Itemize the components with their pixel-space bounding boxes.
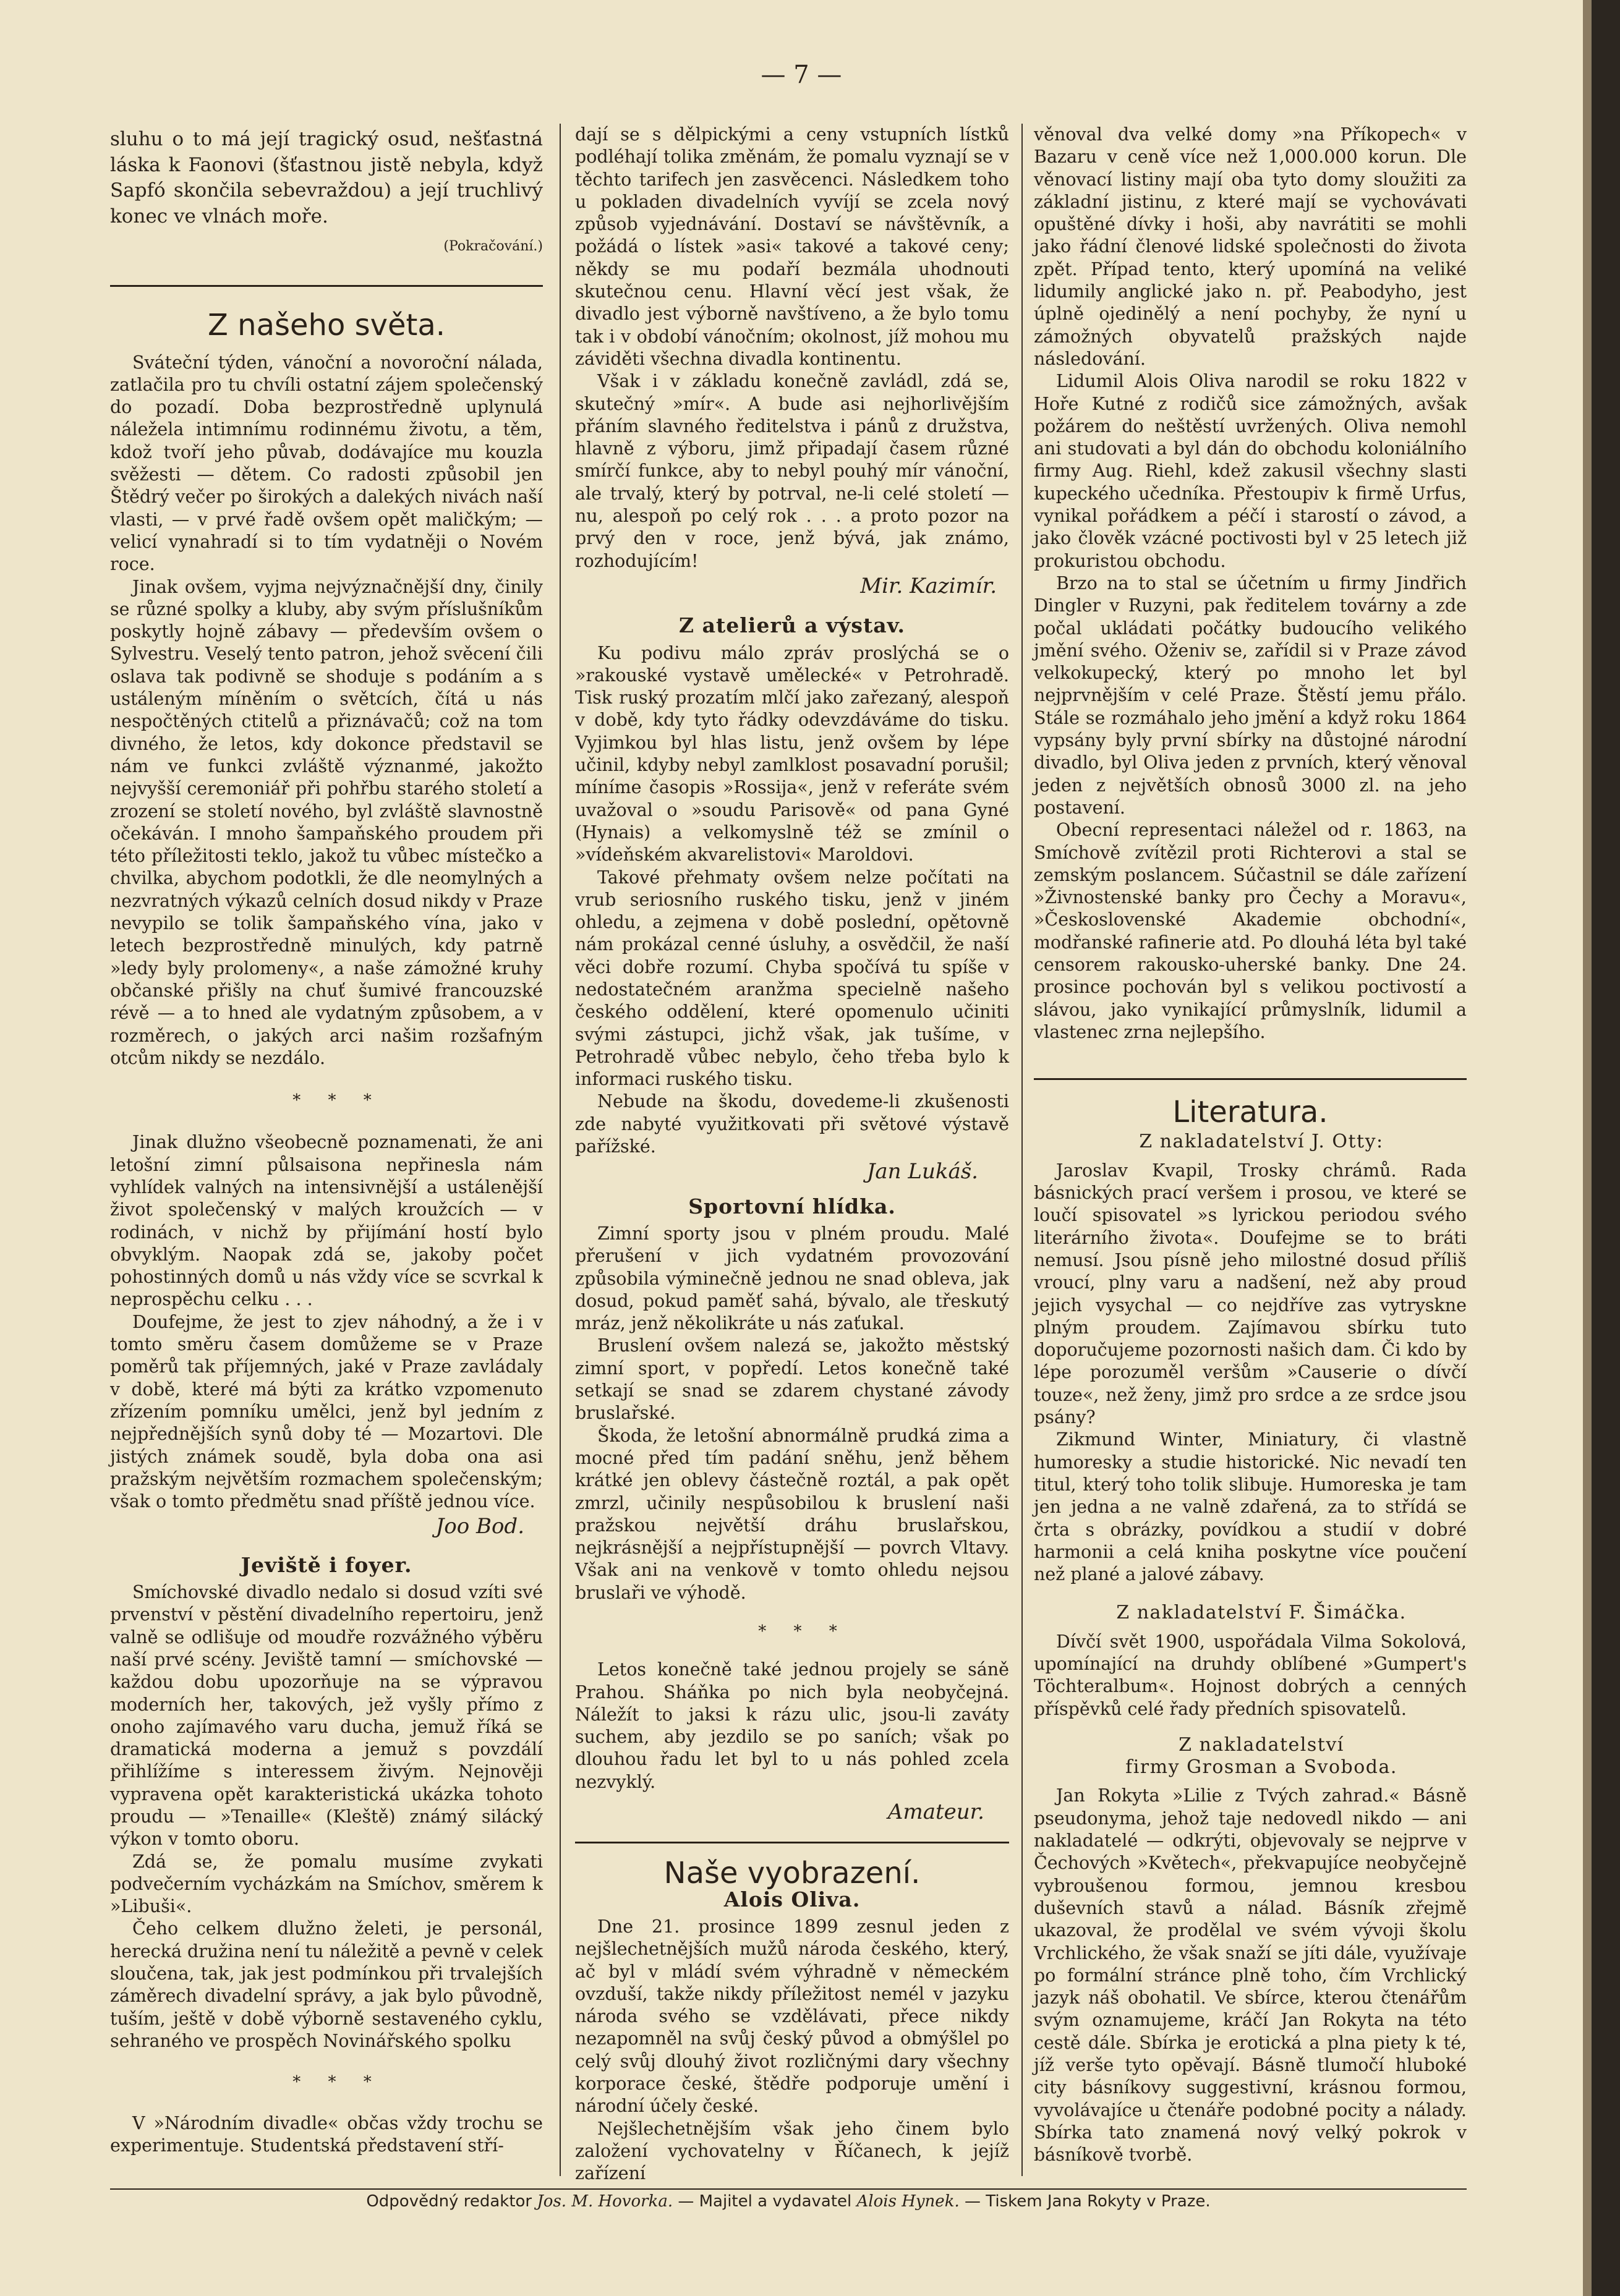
footer-rule	[110, 2188, 1467, 2190]
paragraph: Jan Rokyta »Lilie z Tvých zahrad.« Básně pseudonyma, jehož taje nedovedl nikdo — ani nakladatelé — odkrýti, objevovaly se nejprve v Čechových »Květech«, překvapujíce neobyčejně vybroušenou formou, jemnou kresbou duševních stavů a nálad. Básník zřejmě ukazoval, že prodělal ve svém vývoji školu Vrchlického, že však snaží se jíti dále, využívaje po formální stránce plně toho, čím Vrchlický jazyk náš obohatil. Ve sbírce, kterou čtenářům svým oznamujeme, kráčí Jan Rokyta na této cestě dále. Sbírka je erotická a plna piety k té, jíž verše tyto opěvají. Básně tlumočí hluboké city básníkovy suggestivní, krásnou formou, vyvolávajíce u čtenáře podobné pocity a nálady. Sbírka tato znamená nový velký pokrok v básníkově tvorbě.	[1034, 1785, 1467, 2166]
paragraph: Obecní representaci náležel od r. 1863, na Smíchově zvítězil proti Richterovi a stal se zemským poslancem. Súčastnil se dále zařízení »Živnostenské banky pro Čechy a Moravu«, »Československé Akademie obchodní«, modřanské rafinerie atd. Po dlouhá léta byl také censorem rakousko-uherské banky. Dne 24. prosince pochován byl s velikou poctivostí a slávou, jako vynikající průmyslník, lidumil a vlastenec zrna nejlepšího.	[1034, 820, 1467, 1042]
author-signature: Joo Bod.	[435, 1514, 524, 1539]
asterism: * * *	[292, 1091, 383, 1110]
column-divider-1	[560, 124, 561, 2176]
paragraph: Jinak dlužno všeobecně poznamenati, že ani letošní zimní půlsaisona nepřinesla nám vyhlídek valných na intensivnější a ustálenější život společenský v malých kroužcích — v rodinách, v nichž by přijímání hostí bylo obvyklým. Naopak zdá se, jakoby počet pohostinných domů u nás vždy více se scvrkal k neprospěchu celku . . .	[110, 1132, 543, 1310]
section-body-sportovni-hlidka	[575, 1223, 1009, 1604]
paragraph: Jinak ovšem, vyjma nejvýznačnější dny, činily se různé spolky a kluby, aby svým příslušníkům poskytly hojně zábavy — především ovšem o Sylvestru. Veselý tento patron, jehož svěcení čili oslava tak podivně se shoduje s podáním a s ustáleným míněním o světcích, čítá u nás nespočtěných ctitelů a přiznávačů; což na tom divného, že letos, kdy dokonce představil se nám ve funkci zvláště význanmé, jakožto nejvyšší ceremoniář při pohřbu starého století a zrození se století nového, byl zvláště slavnostně očekáván. I mnoho šampaňského proudem při této příležitosti teklo, jakož tu vůbec místečko a chvilka, abychom podotkli, že dle neomylných a nezvratných výkazů celních dosud nikdy v Praze nevypilo se tolik šampaňského vína, jako v letech bezprostředně minulých, kdy patrně »ledy byly prolomeny«, a naše zámožné kruhy občanské přišly na chuť šumivé francouzské révě — a to hned ale vydatným způsobem, a v rozměrech, o jakých arci našim rozšafným otcům nikdy se nezdálo.	[110, 576, 543, 1068]
paragraph: Však i v základu konečně zavládl, zdá se, skutečný »mír«. A bude asi nejhorlivějším přáním slavného ředitelstva i pánů z družstva, hlavně z výboru, jimž připadají časem různé smírčí funkce, aby to nebyl pouhý mír vánoční, ale trvalý, který by potrval, ne-li celé století — nu, alespoň po celý rok . . . a proto pozor na prvý den v roce, jenž bývá, jak známo, rozhodujícím!	[575, 371, 1009, 571]
paragraph: Sváteční týden, vánoční a novoroční nálada, zatlačila pro tu chvíli ostatní zájem společenský do pozadí. Doba bezprostředně uplynulá náležela intimnímu rodinnému životu, a těm, kdož tvoří jeho půvab, dodávajíce mu kouzla svěžesti — dětem. Co radosti způsobil jen Štědrý večer po širokých a dalekých nivách naší vlasti, — v prvé řadě ovšem opět maličkým; — velicí vynahradí si to tím vydatněji o Novém roce.	[110, 352, 543, 575]
column-divider-2	[1021, 124, 1023, 2176]
section-body-z-naseho-sveta-b	[110, 1131, 543, 1513]
publisher-heading-grosman-line2: firmy Grosman a Svoboda.	[1125, 1756, 1397, 1779]
section-subtitle-alois-oliva: Alois Oliva.	[723, 1887, 861, 1911]
paragraph: Ku podivu málo zpráv proslýchá se o »rakouské vystavě umělecké« v Petrohradě. Tisk ruský prozatím mlčí jako zařezaný, alespoň v době, kdy tyto řádky odevzdáváme do tisku. Vyjimkou byl hlas listu, jenž ovšem by lépe učinil, kdyby nebyl zamlklost posavadní porušil; míníme časopis »Rossija«, jenž v referáte svém uvažoval o »soudu Parisově« od pana Gyné (Hynais) a velkomyslně též se zmínil o »vídeňském akvarelistovi« Maroldovi.	[575, 642, 1009, 865]
section-title-literatura: Literatura.	[1172, 1095, 1328, 1130]
paragraph: Dívčí svět 1900, uspořádala Vilma Sokolová, upomínající na druhdy oblíbené »Gumpert's Töchteralbum«. Hojnost dobrých a cenných příspěvků celé řady předních spisovatelů.	[1034, 1631, 1467, 1719]
section-body-z-atelieru-a-vystav	[575, 642, 1009, 1159]
section-title-z-naseho-sveta: Z našeho světa.	[208, 308, 445, 343]
section-title-nase-vyobrazeni: Naše vyobrazení.	[663, 1856, 921, 1891]
paragraph: Nejšlechetnějším však jeho činem bylo založení vychovatelny v Říčanech, k jejíž zařízení	[575, 2118, 1009, 2184]
publisher-heading-simacek: Z nakladatelství F. Šimáčka.	[1116, 1602, 1407, 1624]
paragraph: Bruslení ovšem nalezá se, jakožto městský zimní sport, v popředí. Letos konečně také setkají se snad se zdarem chystané závody bruslařské.	[575, 1335, 1009, 1424]
paragraph: Nebude na škodu, dovedeme-li zkušenosti zde nabyté využitkovati při světové výstavě pařížské.	[575, 1091, 1009, 1157]
paragraph: Letos konečně také jednou projely se sáně Prahou. Sháňka po nich byla neobyčejná. Náležít to jaksi k rázu ulic, jsou-li zaváty suchem, aby jezdilo se po saních; však po dlouhou řadu let byl to u nás pohled zcela nezvyklý.	[575, 1659, 1009, 1792]
section-rule	[1034, 1078, 1467, 1080]
section-body-nase-vyobrazeni	[575, 1916, 1009, 2185]
paragraph: dají se s dělpickými a ceny vstupních lístků podléhají tolika změnám, že pomalu vyznají se v těchto tarifech jen zasvěcenci. Následkem toho u pokladen divadelních vyvíjí se zcela nový způsob vyjednávání. Dostaví se návštěvník, a požádá o lístek »asi« takové a takové ceny; někdy se mu podaří bezmála uhodnouti skutečnou cenu. Hlavní věcí jest však, že divadlo jest výborně navštíveno, a že bylo tomu tak i v období vánočním; okolnost, jíž mohou mu záviděti všechna divadla kontinentu.	[575, 124, 1009, 369]
paragraph: Jaroslav Kvapil, Trosky chrámů. Rada básnických prací veršem i prosou, ve které se loučí spisovatel »s lyrickou periodou svého literárního života«. Doufejme se to bráti nemusí. Jsou písně jeho milostné dosud příliš vroucí, plny varu a nadšení, než aby proud jejich vysychal — co nejdříve zas vytryskne plným proudem. Zajímavou sbírku tuto doporučujeme pozornosti našich dam. Či kdo by lépe porozuměl veršům »Causerie o dívčí touze«, než ženy, jimž pro srdce a ze srdce jsou psány?	[1034, 1160, 1467, 1428]
section-body-jeviste-i-foyer	[110, 1581, 543, 2052]
author-signature: Jan Lukáš.	[866, 1159, 978, 1184]
paragraph: Brzo na to stal se účetním u firmy Jindřich Dingler v Ruzyni, pak ředitelem továrny a zde počal ukládati počátky budoucího velikého jmění svého. Oženiv se, zařídil si v Praze závod velkokupecký, který po mnoho let byl nejprvnějším v celé Praze. Štěstí jemu přálo. Stále se rozmáhalo jeho jmění a když roku 1864 vypsány byly první sbírky na důstojné národní divadlo, byl Oliva jeden z prvních, který věnoval jeden z největších obnosů 3000 zl. na jeho postavení.	[1034, 572, 1467, 818]
column-2	[575, 124, 1009, 2185]
section-title-sportovni-hlidka: Sportovní hlídka.	[688, 1194, 896, 1218]
section-rule	[575, 1842, 1009, 1843]
paragraph: V »Národním divadle« občas vždy trochu se experimentuje. Studentská představení stří-	[110, 2112, 543, 2156]
paragraph: Takové přehmaty ovšem nelze počítati na vrub seriosního ruského tisku, jenž v jiném ohledu, a zejmena v době poslední, opětovně nám prokázal cenné úsluhy, a osvědčil, že naší věci dobře rozumí. Chyba spočívá tu spíše v nedostatečném aranžma specielně našeho českého oddělení, které opomenulo učiniti svými zástupci, jichž však, jak tušíme, v Petrohradě vůbec nebylo, čeho třeba bylo k informaci ruského tisku.	[575, 867, 1009, 1090]
section-title-jeviste-i-foyer: Jeviště i foyer.	[241, 1552, 412, 1577]
paragraph: věnoval dva velké domy »na Příkopech« v Bazaru v ceně více než 1,000.000 korun. Dle věnovací listiny mají oba tyto domy sloužiti za základní jistinu, z které mají se vychovávati opuštěné dívky i hoši, aby navrátiti se mohli jako řádní členové lidské společnosti do života zpět. Případ tento, který upomíná na veliké lidumily anglické jako n. př. Peabodyho, jest úplně ojedinělý a není pochyby, že nyní u zámožných obyvatelů pražských najde následování.	[1034, 124, 1467, 369]
footer-publisher: Alois Hynek.	[856, 2192, 960, 2211]
paragraph: Doufejme, že jest to zjev náhodný, a že i v tomto směru časem domůžeme se v Praze poměrů tak příjemných, jaké v Praze zavládaly v době, které má býti za krátko vzpomenuto zřízením pomníku umělci, jenž byl jedním z nejpřednějších synů doby té — Mozartovi. Dle jistých známek soudě, byla doba ona asi pražským největším rozmachem společenským; však o tomto předmětu snad příště jednou více.	[110, 1311, 543, 1512]
paragraph: Zdá se, že pomalu musíme zvykati podvečerním vycházkám na Smíchov, směrem k »Libuši«.	[110, 1851, 543, 1917]
paragraph: Čeho celkem dlužno želeti, je personál, herecká družina není tu náležitě a pevně v celek sloučena, tak, jak jest podmínkou při trvalejších záměrech divadelní správy, a jak bylo původně, tuším, ještě v době výborně sestaveného cyklu, sehraného ve prospěch Novinářského spolku	[110, 1918, 543, 2051]
asterism: * * *	[292, 2073, 383, 2092]
paragraph: Lidumil Alois Oliva narodil se roku 1822 v Hoře Kutné z rodičů sice zámožných, avšak požárem do neštěstí uvržených. Oliva nemohl ani studovati a byl dán do obchodu koloniálního firmy Aug. Riehl, kdež zakusil všechny slasti kupeckého učedníka. Přestoupiv k firmě Urfus, vynikal pořádkem a péčí i starostí o závod, a jako člověk vzácné poctivosti byl v 25 letech již prokuristou obchodu.	[1034, 371, 1467, 571]
paragraph: Dne 21. prosince 1899 zesnul jeden z nejšlechetnějších mužů národa českého, který, ač byl v mládí svém výhradně v německém ovzduší, takže nikdy příležitost nemél v jazyku národa svého se vzdělávati, přece nikdy nezapomněl na svůj český původ a obmýšlel po celý svůj dlouhý život rozličnými dary všechny korporace české, štědře podporuje umění i národní účely české.	[575, 1916, 1009, 2117]
publisher-heading-grosman-line1: Z nakladatelství	[1179, 1733, 1344, 1756]
section-rule	[110, 285, 543, 287]
paragraph: Zikmund Winter, Miniatury, či vlastně humoresky a studie historické. Nic nevadí ten titul, který toho tolik slibuje. Humoreska je tam jen jedna a ne valně zdařená, za to střídá se črta s obrázky, povídkou a studií v dobré harmonii a celá kniha poskytne více poučení než plané a jalové zábavy.	[1034, 1429, 1467, 1585]
page-edge-shadow	[1583, 0, 1592, 2296]
intro-text: sluhu o to má její tragický osud, nešťastná láska k Faonovi (šťastnou jistě nebyla, když Sapfó skončila sebevraždou) a její truchlivý konec ve vlnách moře.	[110, 128, 543, 227]
section-body-z-naseho-sveta	[110, 352, 543, 1070]
footer-editor: Jos. M. Hovorka.	[537, 2192, 673, 2211]
column-3	[1034, 124, 1467, 2167]
section-title-z-atelieru-a-vystav: Z atelierů a výstav.	[679, 613, 905, 638]
author-signature: Mir. Kazimír.	[860, 573, 997, 598]
footer-imprint	[110, 2192, 1467, 2211]
page-number: — 7 —	[761, 61, 842, 89]
publisher-heading-otty: Z nakladatelství J. Otty:	[1139, 1131, 1384, 1153]
author-signature: Amateur.	[887, 1800, 984, 1825]
page-edge-dark	[1592, 0, 1620, 2296]
paragraph: Škoda, že letošní abnormálně prudká zima a mocné před tím padání sněhu, jenž během krátké jen oblevy částečně roztál, a pak opět zmrzl, učinily nespůsobilou k bruslení naši pražskou největší dráhu bruslařskou, nejkrásnější a nejpřístupnější — povrch Vltavy. Však ani na venkově v tomto ohledu nejsou bruslaři ve výhodě.	[575, 1425, 1009, 1603]
continued-note: (Pokračování.)	[443, 239, 543, 254]
asterism: * * *	[758, 1622, 848, 1641]
footer-mid: — Majitel a vydavatel	[678, 2192, 852, 2211]
footer-prefix: Odpovědný redaktor	[366, 2192, 532, 2211]
column-1	[110, 127, 543, 2157]
footer-suffix: — Tiskem Jana Rokyty v Praze.	[964, 2192, 1211, 2211]
paragraph: Zimní sporty jsou v plném proudu. Malé přerušení v jich vydatném provozování způsobila výminečně jednou ne snad obleva, jak dosud, pokud paměť sahá, bývalo, ale třeskutý mráz, jenž několikráte u nás zaťukal.	[575, 1223, 1009, 1334]
paragraph: Smíchovské divadlo nedalo si dosud vzíti své prvenství v pěstění divadelního repertoiru, jenž valně se odlišuje od moudře rozvážného výběru naší prvé scény. Jeviště tamní — smíchovské — každou dobu upozorňuje na se výpravou moderních her, takových, jež vyšly přímo z onoho zajímavého varu ducha, jemuž říká se dramatická moderna a jemuž s povzdálí přihlížíme s interessem živým. Nejnověji vypravena opět karakteristická ukázka tohoto proudu — »Tenaille« (Kleště) známý silácký výkon v tomto oboru.	[110, 1582, 543, 1850]
